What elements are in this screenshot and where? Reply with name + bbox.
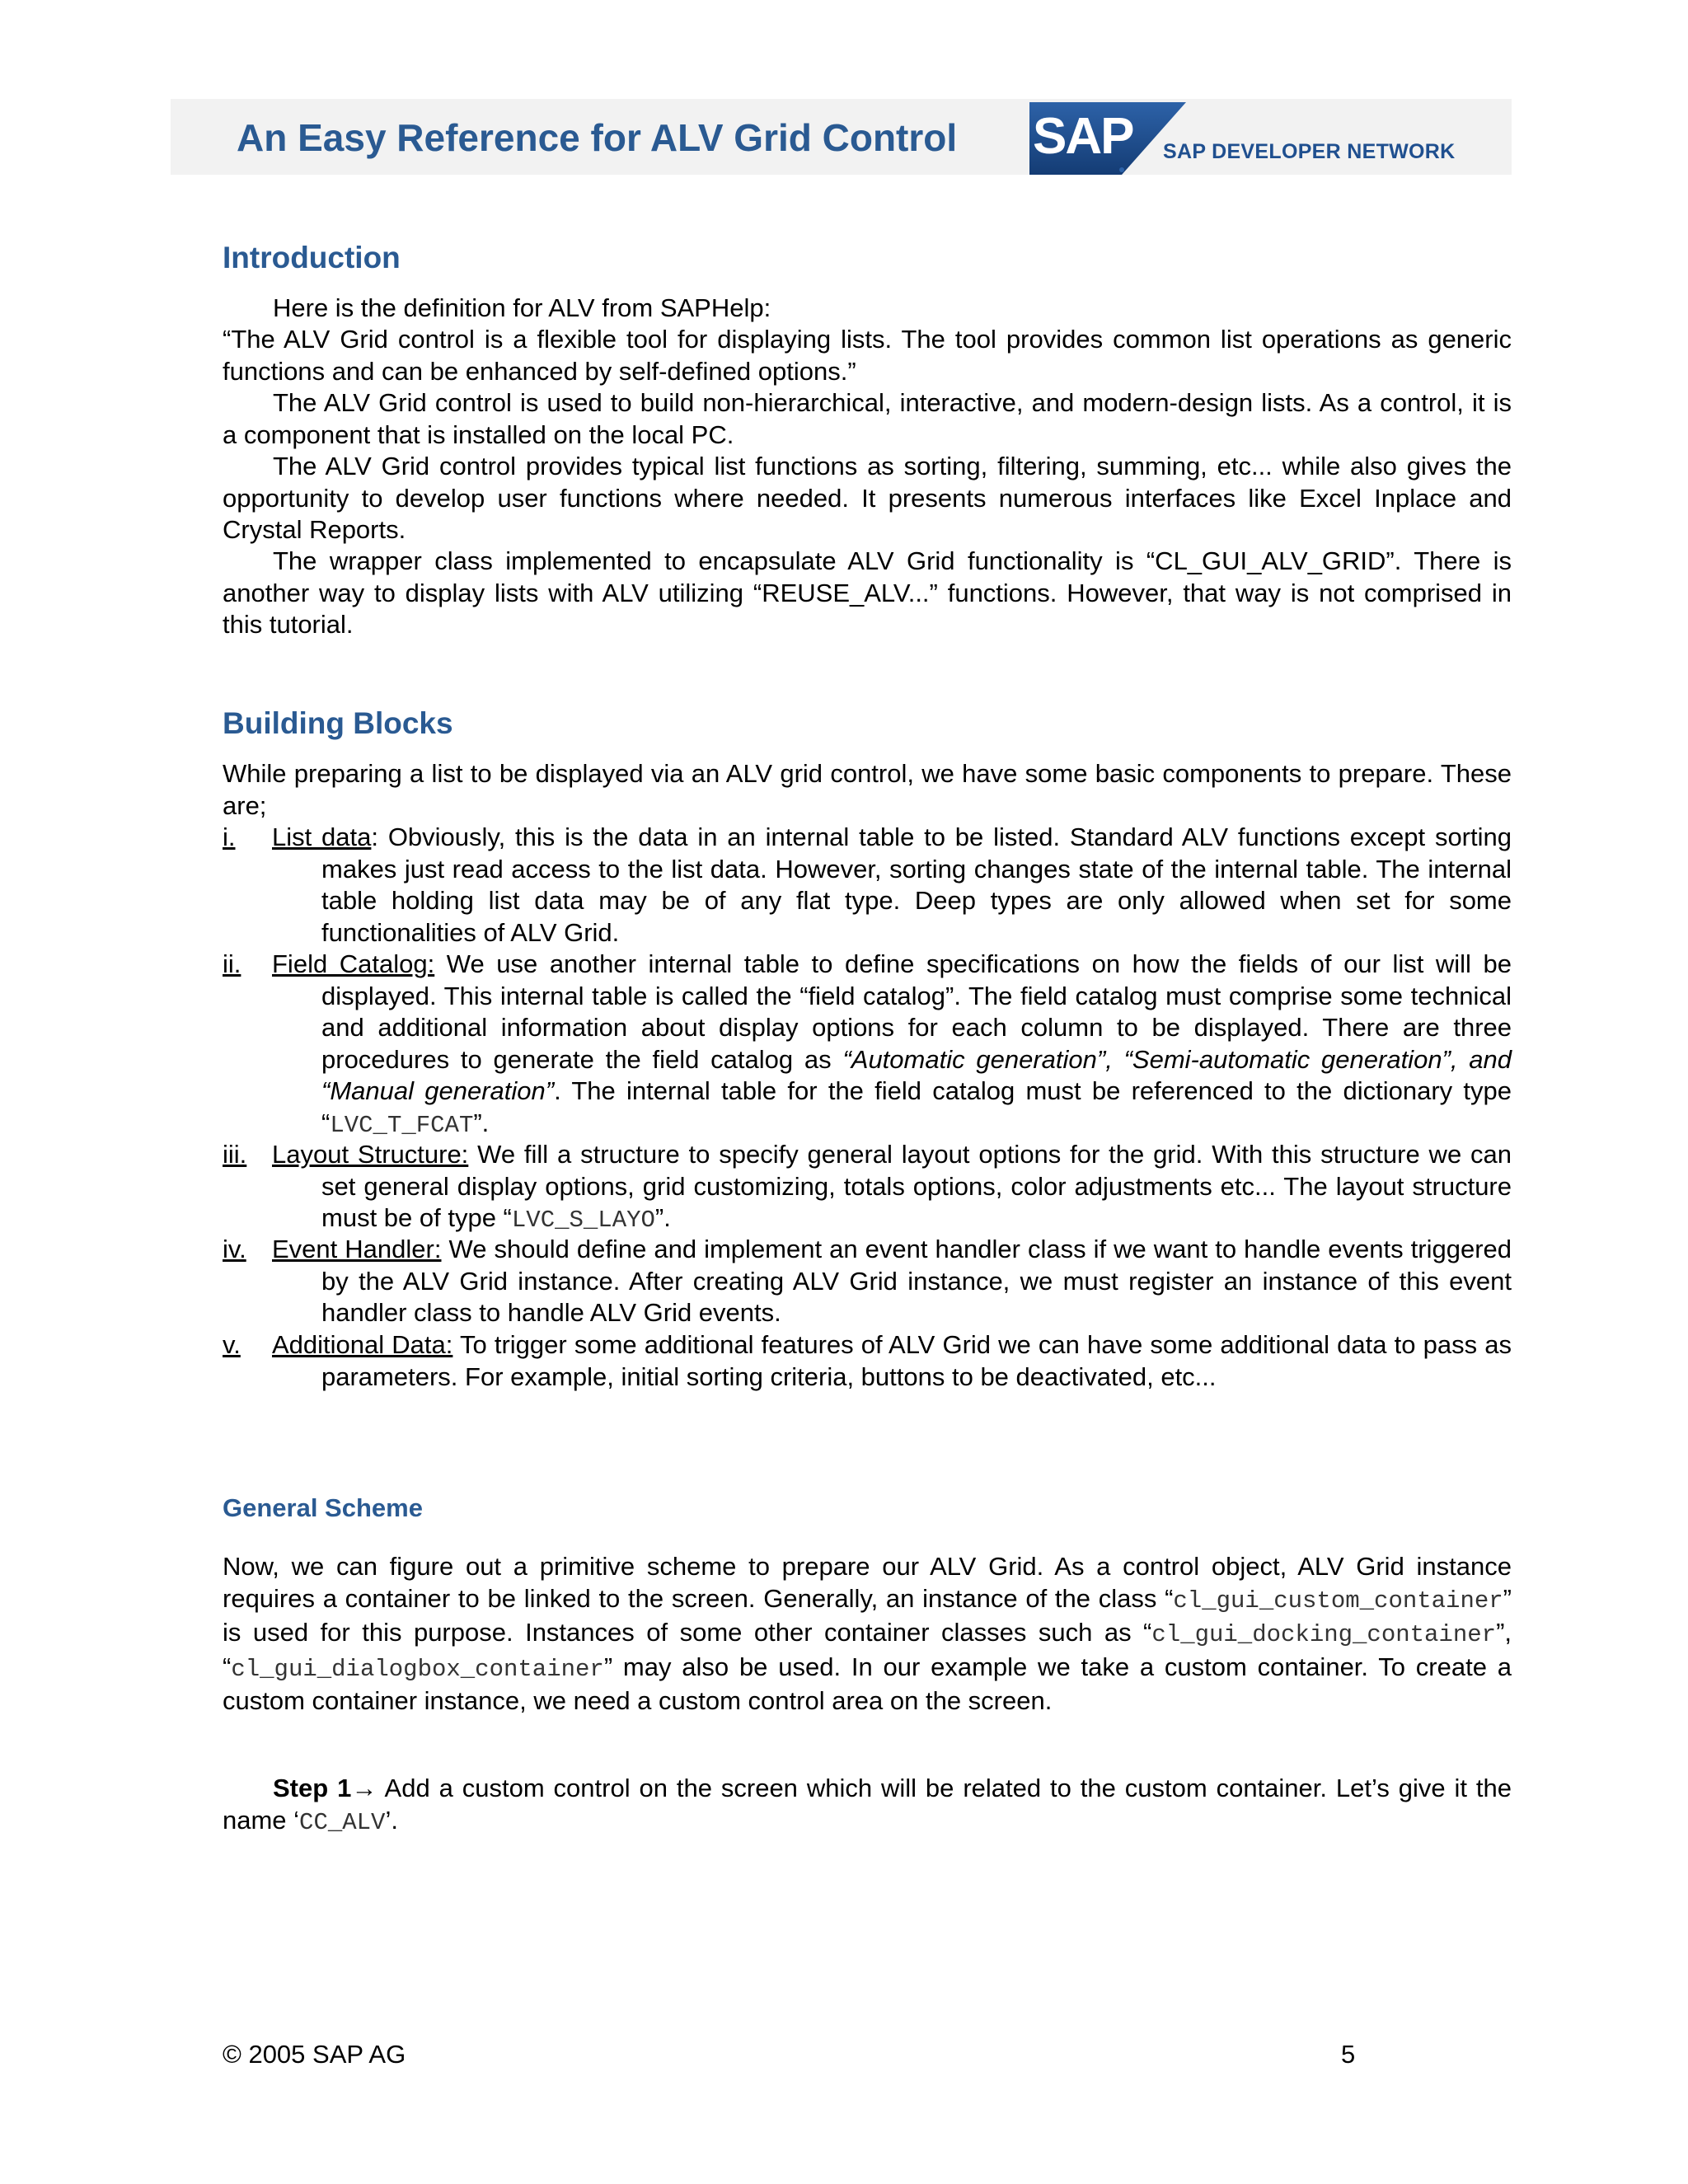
intro-paragraph-3: The ALV Grid control is used to build non-hierarchical, interactive, and modern-design lists. As a control, it is a component that is installed on the local PC. <box>223 388 1512 449</box>
list-item-text: To trigger some additional features of ALV Grid we can have some additional data to pass as parameters. For example, initial sorting criteria, buttons to be deactivated, etc... <box>321 1330 1512 1391</box>
list-item <box>223 949 1512 1141</box>
document-header <box>171 99 1512 175</box>
list-item-text: ”. <box>473 1108 490 1137</box>
list-item-text: We fill a structure to specify general layout options for the grid. With this structure we can set general display options, grid customizing, totals options, color adjustments etc... The layout structure must be of type “ <box>321 1140 1512 1232</box>
document-title: An Easy Reference for ALV Grid Control <box>237 116 958 159</box>
list-item-label: Field Catalog: <box>272 949 435 978</box>
list-item <box>223 1329 1512 1393</box>
list-item-text: ”. <box>654 1203 671 1232</box>
list-item-text: We use another internal table to define specifications on how the fields of our list will be displayed. This internal table is called the “field catalog”. The field catalog must comprise some technical and additional information about display options for each column to be displayed. There are three procedures to generate the field catalog as <box>321 949 1512 1074</box>
list-item-italic-text: “Automatic generation”, “Semi-automatic generation”, and “Manual generation” <box>321 1044 1512 1105</box>
intro-quote: “The ALV Grid control is a flexible tool for displaying lists. The tool provides common list operations as generic functions and can be enhanced by self-defined options.” <box>223 325 1512 386</box>
building-blocks-lead: While preparing a list to be displayed via an ALV grid control, we have some basic components to prepare. These are; <box>223 759 1512 820</box>
list-item-text: We should define and implement an event handler class if we want to handle events triggered by the ALV Grid instance. After creating ALV Grid instance, we must register an instance of this event handler class to handle ALV Grid events. <box>321 1235 1512 1327</box>
list-item <box>223 822 1512 949</box>
sap-developer-network-label: SAP DEVELOPER NETWORK <box>1163 140 1456 163</box>
list-marker: iv. <box>223 1235 246 1263</box>
list-item-label: Event Handler: <box>272 1235 442 1263</box>
footer-page-number: 5 <box>1341 2040 1356 2069</box>
list-item-label: List data <box>272 823 372 851</box>
list-marker: iii. <box>223 1140 247 1169</box>
svg-text:SAP: SAP <box>1033 108 1133 165</box>
footer-copyright: © 2005 SAP AG <box>223 2040 406 2069</box>
code-identifier: cl_gui_dialogbox_container <box>231 1655 604 1683</box>
arrow-right-icon: → <box>351 1774 377 1802</box>
code-identifier: LVC_T_FCAT <box>330 1111 474 1139</box>
list-marker: i. <box>223 823 236 851</box>
introduction-heading: Introduction <box>223 241 401 274</box>
list-item-label: Additional Data: <box>272 1330 453 1359</box>
intro-paragraph-5: The wrapper class implemented to encapsulate ALV Grid functionality is “CL_GUI_ALV_GRID”. There is another way to display lists with ALV utilizing “REUSE_ALV...” functions. However, that way is not comprised in this tutorial. <box>223 546 1512 639</box>
list-item-text: . The internal table for the field catalog must be referenced to the dictionary type “ <box>321 1076 1512 1137</box>
code-identifier: cl_gui_docking_container <box>1151 1621 1497 1648</box>
step-label: Step 1 <box>273 1774 352 1802</box>
general-scheme-heading: General Scheme <box>223 1493 423 1522</box>
code-identifier: cl_gui_custom_container <box>1173 1586 1503 1615</box>
step-1-paragraph: Step 1→ Add a custom control on the screen which will be related to the custom container. Let’s give it the name ‘CC_ALV’. <box>223 1774 1512 1836</box>
list-item-text: : Obviously, this is the data in an internal table to be listed. Standard ALV functions except sorting makes just read access to the list data. However, sorting changes state of the internal table. The internal table holding list data may be of any flat type. Deep types are only allowed when set for some functionalities of ALV Grid. <box>321 823 1512 947</box>
list-marker: v. <box>223 1330 241 1359</box>
code-identifier: LVC_S_LAYO <box>511 1207 655 1234</box>
list-item <box>223 1139 1512 1237</box>
list-item <box>223 1234 1512 1329</box>
intro-paragraph-1: Here is the definition for ALV from SAPHelp: <box>273 293 771 322</box>
list-marker: ii. <box>223 949 241 978</box>
general-scheme-paragraph: Now, we can figure out a primitive scheme to prepare our ALV Grid. As a control object, ALV Grid instance requires a container to be linked to the screen. Generally, an instance of the class “cl_gui_custom_container” is used for this purpose. Instances of some other container classes such as “cl_gui_docking_container”, “cl_gui_dialogbox_container” may also be used. In our example we take a custom container. To create a custom container instance, we need a custom control area on the screen. <box>223 1552 1512 1715</box>
list-item-label: Layout Structure: <box>272 1140 469 1169</box>
code-identifier: CC_ALV <box>299 1808 386 1836</box>
building-blocks-heading: Building Blocks <box>223 706 453 740</box>
intro-paragraph-4: The ALV Grid control provides typical list functions as sorting, filtering, summing, etc... while also gives the opportunity to develop user functions where needed. It presents numerous interfaces like Excel Inplace and Crystal Reports. <box>223 452 1512 544</box>
